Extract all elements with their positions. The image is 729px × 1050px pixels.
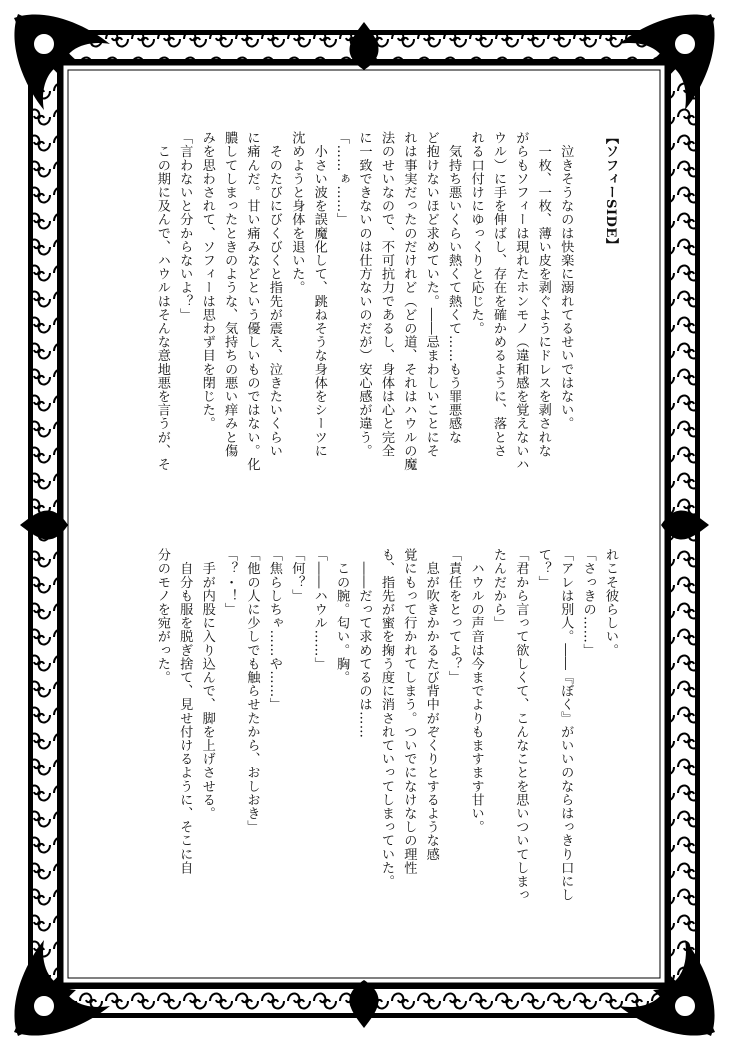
text-line: ど抱けないほど求めていた。――忌まわしいことにそ xyxy=(423,131,439,458)
section-heading: 【ソフィーSIDE】 xyxy=(603,131,618,252)
text-line: 手が内股に入り込んで、脚を上げさせる。 xyxy=(199,548,215,820)
text-line: 小さい波を誤魔化して、跳ねそうな身体をシーツに xyxy=(311,131,327,458)
text-line: 気持ち悪いくらい熱くて熱くて……もう罪悪感な xyxy=(446,131,462,444)
text-line: 覚にもって行かれてしまう。ついでになけなしの理性 xyxy=(401,548,417,875)
text-line: 泣きそうなのは快楽に溺れてるせいではない。 xyxy=(558,131,574,431)
text-line: ハウルの声音は今までよりもますます甘い。 xyxy=(468,548,484,834)
text-line: 「――ハウル……」 xyxy=(311,548,327,671)
text-line: 自分も服を脱ぎ捨て、見せ付けるように、そこに自 xyxy=(177,548,193,875)
text-line: たんだから」 xyxy=(490,548,506,630)
text-line: に痛んだ。甘い痛みなどという優しいものではない。化 xyxy=(244,131,260,471)
text-line: この腕。匂い。胸。 xyxy=(334,548,350,684)
text-line: 息が吹きかかるたび背中がぞくりとするような感 xyxy=(423,548,439,861)
text-line: 一枚、一枚、薄い皮を剥ぐようにドレスを剥されな xyxy=(535,131,551,458)
text-line: 「他の人に少しでも触らせたから、おしおき」 xyxy=(244,548,260,834)
text-line: れる口付けにゆっくりと応じた。 xyxy=(468,131,484,335)
text-line: 「何？」 xyxy=(289,548,305,603)
text-line: 膿してしまったときのような、気持ちの悪い痒みと傷 xyxy=(222,131,238,458)
text-line: この期に及んで、ハウルはそんな意地悪を言うが、そ xyxy=(154,131,170,471)
text-line: 法のせいなので、不可抗力であるし、身体は心と完全 xyxy=(378,131,394,458)
text-line: に一致できないのは仕方ないのだが）安心感が違う。 xyxy=(356,131,372,458)
text-line: 分のモノを宛がった。 xyxy=(154,548,170,684)
text-block-lower xyxy=(150,548,621,920)
text-block-upper xyxy=(150,131,621,523)
text-line: 沈めようと身体を退いた。 xyxy=(289,131,305,295)
text-line: 「……ぁ……」 xyxy=(334,131,350,227)
text-line: 「？・！」 xyxy=(222,548,238,616)
text-line: 「君から言って欲しくて、こんなことを思いついてしまっ xyxy=(513,548,529,902)
text-line: ウル）に手を伸ばし、存在を確かめるように、落とさ xyxy=(490,131,506,458)
text-line: ――だって求めてるのは…… xyxy=(356,548,372,739)
text-line xyxy=(576,131,598,523)
text-line: 「アレは別人。――『ぼく』がいいのならはっきり口にし xyxy=(558,548,574,902)
text-line: れこそ彼らしい。 xyxy=(603,548,618,657)
text-line: て？」 xyxy=(535,548,551,589)
text-line: そのたびにびくびくと指先が震え、泣きたいくらい xyxy=(266,131,282,458)
text-line: れは事実だったのだけれど（どの道、それはハウルの魔 xyxy=(401,131,417,471)
text-line: 「さっきの……」 xyxy=(580,548,596,657)
text-line: みを思わされて、ソフィーは思わず目を閉じた。 xyxy=(199,131,215,431)
text-line: 「焦らしちゃ……や……」 xyxy=(266,548,282,712)
text-line: 「言わないと分からないよ？」 xyxy=(177,131,193,322)
text-line: 「責任をとってよ？」 xyxy=(446,548,462,684)
text-line: がらもソフィーは現れたホンモノ（違和感を覚えないハ xyxy=(513,131,529,471)
text-line: も、指先が蜜を掬う度に消されていってしまっていた。 xyxy=(378,548,394,888)
